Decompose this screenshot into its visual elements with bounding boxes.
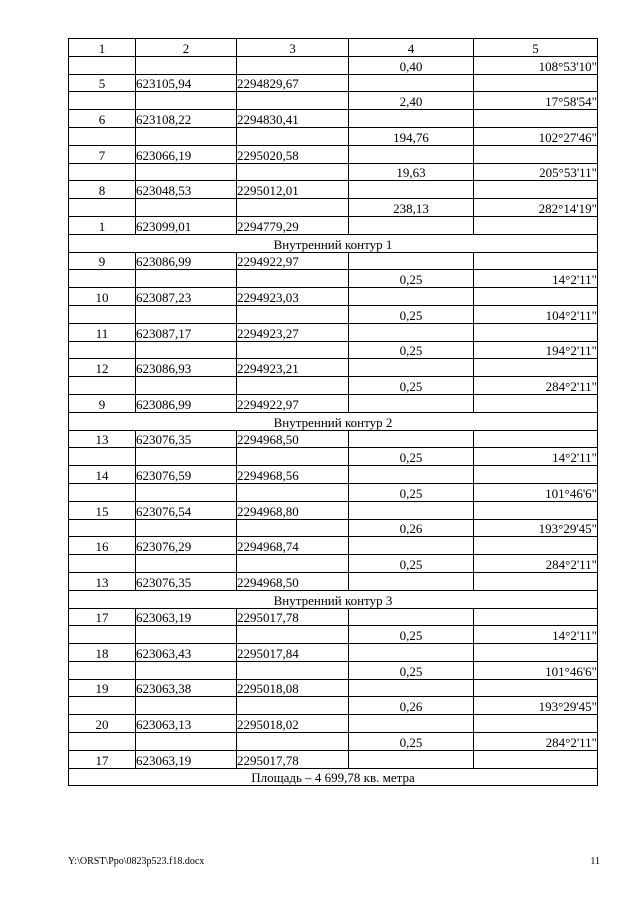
empty-cell xyxy=(474,359,598,377)
segment-angle: 193°29'45" xyxy=(474,519,598,537)
coord-x: 623063,19 xyxy=(136,608,237,626)
empty-cell xyxy=(474,537,598,555)
header-col-4: 4 xyxy=(349,39,474,57)
point-row xyxy=(69,181,598,199)
coord-x: 623086,93 xyxy=(136,359,237,377)
segment-distance: 0,25 xyxy=(349,341,474,359)
empty-cell xyxy=(136,555,237,573)
coord-x: 623076,35 xyxy=(136,572,237,590)
coord-x: 623086,99 xyxy=(136,394,237,412)
empty-cell xyxy=(349,430,474,448)
point-number: 13 xyxy=(69,430,136,448)
empty-cell xyxy=(69,697,136,715)
empty-cell xyxy=(69,270,136,288)
coord-y: 2295012,01 xyxy=(237,181,349,199)
point-number: 8 xyxy=(69,181,136,199)
coord-y: 2294779,29 xyxy=(237,216,349,234)
empty-cell xyxy=(136,92,237,110)
segment-row xyxy=(69,483,598,501)
coord-x: 623099,01 xyxy=(136,216,237,234)
coord-x: 623063,19 xyxy=(136,750,237,768)
empty-cell xyxy=(474,323,598,341)
empty-cell xyxy=(136,483,237,501)
segment-row xyxy=(69,341,598,359)
section-title-row xyxy=(69,412,598,430)
coord-x: 623105,94 xyxy=(136,74,237,92)
empty-cell xyxy=(349,74,474,92)
empty-cell xyxy=(474,110,598,128)
empty-cell xyxy=(349,216,474,234)
coord-y: 2294923,27 xyxy=(237,323,349,341)
segment-angle: 284°2'11" xyxy=(474,377,598,395)
empty-cell xyxy=(237,163,349,181)
empty-cell xyxy=(349,501,474,519)
empty-cell xyxy=(237,519,349,537)
segment-angle: 284°2'11" xyxy=(474,733,598,751)
segment-distance: 0,26 xyxy=(349,697,474,715)
coord-y: 2294922,97 xyxy=(237,252,349,270)
empty-cell xyxy=(237,733,349,751)
point-row xyxy=(69,572,598,590)
empty-cell xyxy=(474,572,598,590)
point-row xyxy=(69,74,598,92)
point-row xyxy=(69,252,598,270)
empty-cell xyxy=(349,394,474,412)
coord-y: 2294968,56 xyxy=(237,466,349,484)
coord-y: 2294968,80 xyxy=(237,501,349,519)
segment-angle: 194°2'11" xyxy=(474,341,598,359)
segment-angle: 104°2'11" xyxy=(474,305,598,323)
empty-cell xyxy=(69,661,136,679)
point-row xyxy=(69,110,598,128)
point-number: 17 xyxy=(69,608,136,626)
empty-cell xyxy=(349,110,474,128)
coord-x: 623076,35 xyxy=(136,430,237,448)
segment-distance: 0,26 xyxy=(349,519,474,537)
empty-cell xyxy=(237,127,349,145)
empty-cell xyxy=(474,74,598,92)
empty-cell xyxy=(349,466,474,484)
coord-x: 623063,38 xyxy=(136,679,237,697)
coord-x: 623063,13 xyxy=(136,715,237,733)
coord-x: 623076,54 xyxy=(136,501,237,519)
coord-y: 2295018,08 xyxy=(237,679,349,697)
segment-distance: 2,40 xyxy=(349,92,474,110)
segment-angle: 193°29'45" xyxy=(474,697,598,715)
point-row xyxy=(69,394,598,412)
point-row xyxy=(69,359,598,377)
segment-row xyxy=(69,697,598,715)
point-row xyxy=(69,537,598,555)
point-number: 14 xyxy=(69,466,136,484)
empty-cell xyxy=(474,715,598,733)
segment-row xyxy=(69,519,598,537)
segment-distance: 0,25 xyxy=(349,733,474,751)
empty-cell xyxy=(136,448,237,466)
empty-cell xyxy=(136,519,237,537)
coord-x: 623087,23 xyxy=(136,288,237,306)
coord-y: 2294968,50 xyxy=(237,430,349,448)
point-number: 15 xyxy=(69,501,136,519)
segment-angle: 101°46'6" xyxy=(474,483,598,501)
section-title: Площадь – 4 699,78 кв. метра xyxy=(69,768,598,786)
point-row xyxy=(69,466,598,484)
point-number: 12 xyxy=(69,359,136,377)
segment-angle: 102°27'46" xyxy=(474,127,598,145)
empty-cell xyxy=(474,430,598,448)
empty-cell xyxy=(69,127,136,145)
segment-distance: 194,76 xyxy=(349,127,474,145)
coord-x: 623076,59 xyxy=(136,466,237,484)
empty-cell xyxy=(136,127,237,145)
empty-cell xyxy=(237,199,349,217)
coord-y: 2295017,78 xyxy=(237,608,349,626)
empty-cell xyxy=(136,270,237,288)
empty-cell xyxy=(69,519,136,537)
segment-distance: 0,25 xyxy=(349,448,474,466)
point-number: 6 xyxy=(69,110,136,128)
empty-cell xyxy=(237,56,349,74)
point-number: 18 xyxy=(69,644,136,662)
point-number: 9 xyxy=(69,394,136,412)
empty-cell xyxy=(136,163,237,181)
empty-cell xyxy=(69,483,136,501)
empty-cell xyxy=(136,661,237,679)
empty-cell xyxy=(237,270,349,288)
empty-cell xyxy=(349,288,474,306)
empty-cell xyxy=(237,697,349,715)
empty-cell xyxy=(69,377,136,395)
segment-angle: 14°2'11" xyxy=(474,626,598,644)
point-row xyxy=(69,430,598,448)
empty-cell xyxy=(349,252,474,270)
point-row xyxy=(69,288,598,306)
segment-row xyxy=(69,92,598,110)
footer-file-path: Y:\ORST\Ppo\0823p523.f18.docx xyxy=(68,856,205,867)
section-title-row xyxy=(69,768,598,786)
segment-row xyxy=(69,733,598,751)
empty-cell xyxy=(474,145,598,163)
section-title: Внутренний контур 1 xyxy=(69,234,598,252)
point-row xyxy=(69,608,598,626)
coord-x: 623076,29 xyxy=(136,537,237,555)
empty-cell xyxy=(69,555,136,573)
point-row xyxy=(69,145,598,163)
coord-y: 2295020,58 xyxy=(237,145,349,163)
empty-cell xyxy=(474,608,598,626)
empty-cell xyxy=(69,199,136,217)
empty-cell xyxy=(237,555,349,573)
point-number: 1 xyxy=(69,216,136,234)
coord-y: 2294968,74 xyxy=(237,537,349,555)
segment-row xyxy=(69,56,598,74)
segment-distance: 0,25 xyxy=(349,555,474,573)
segment-angle: 14°2'11" xyxy=(474,448,598,466)
coord-x: 623086,99 xyxy=(136,252,237,270)
point-number: 16 xyxy=(69,537,136,555)
empty-cell xyxy=(136,697,237,715)
empty-cell xyxy=(349,537,474,555)
point-number: 13 xyxy=(69,572,136,590)
footer-page-number: 11 xyxy=(590,856,600,867)
empty-cell xyxy=(69,341,136,359)
point-row xyxy=(69,501,598,519)
empty-cell xyxy=(136,305,237,323)
point-row xyxy=(69,679,598,697)
point-row xyxy=(69,644,598,662)
empty-cell xyxy=(349,608,474,626)
empty-cell xyxy=(474,181,598,199)
section-title: Внутренний контур 2 xyxy=(69,412,598,430)
segment-row xyxy=(69,127,598,145)
empty-cell xyxy=(237,377,349,395)
empty-cell xyxy=(136,626,237,644)
segment-row xyxy=(69,377,598,395)
point-number: 11 xyxy=(69,323,136,341)
empty-cell xyxy=(69,448,136,466)
empty-cell xyxy=(474,216,598,234)
empty-cell xyxy=(474,252,598,270)
segment-angle: 205°53'11" xyxy=(474,163,598,181)
coord-x: 623048,53 xyxy=(136,181,237,199)
empty-cell xyxy=(474,501,598,519)
empty-cell xyxy=(474,288,598,306)
segment-angle: 108°53'10" xyxy=(474,56,598,74)
empty-cell xyxy=(237,483,349,501)
segment-row xyxy=(69,448,598,466)
empty-cell xyxy=(136,733,237,751)
coord-x: 623108,22 xyxy=(136,110,237,128)
empty-cell xyxy=(237,448,349,466)
coord-y: 2294829,67 xyxy=(237,74,349,92)
empty-cell xyxy=(237,341,349,359)
section-title-row xyxy=(69,234,598,252)
segment-angle: 14°2'11" xyxy=(474,270,598,288)
empty-cell xyxy=(69,626,136,644)
segment-row xyxy=(69,555,598,573)
segment-distance: 19,63 xyxy=(349,163,474,181)
point-number: 17 xyxy=(69,750,136,768)
segment-row xyxy=(69,163,598,181)
table-header-row xyxy=(69,39,598,57)
point-number: 10 xyxy=(69,288,136,306)
coord-y: 2295017,78 xyxy=(237,750,349,768)
coord-y: 2294923,21 xyxy=(237,359,349,377)
empty-cell xyxy=(237,305,349,323)
coord-y: 2294922,97 xyxy=(237,394,349,412)
segment-row xyxy=(69,199,598,217)
point-row xyxy=(69,715,598,733)
segment-distance: 0,25 xyxy=(349,377,474,395)
segment-distance: 0,25 xyxy=(349,305,474,323)
empty-cell xyxy=(237,626,349,644)
segment-row xyxy=(69,626,598,644)
segment-angle: 17°58'54" xyxy=(474,92,598,110)
empty-cell xyxy=(349,145,474,163)
coord-x: 623063,43 xyxy=(136,644,237,662)
empty-cell xyxy=(136,199,237,217)
coord-y: 2294830,41 xyxy=(237,110,349,128)
header-col-3: 3 xyxy=(237,39,349,57)
header-col-1: 1 xyxy=(69,39,136,57)
empty-cell xyxy=(69,733,136,751)
segment-distance: 238,13 xyxy=(349,199,474,217)
empty-cell xyxy=(349,750,474,768)
empty-cell xyxy=(349,181,474,199)
empty-cell xyxy=(136,341,237,359)
empty-cell xyxy=(474,679,598,697)
segment-distance: 0,25 xyxy=(349,270,474,288)
section-title-row xyxy=(69,590,598,608)
coord-x: 623066,19 xyxy=(136,145,237,163)
point-row xyxy=(69,750,598,768)
point-number: 5 xyxy=(69,74,136,92)
segment-distance: 0,25 xyxy=(349,626,474,644)
empty-cell xyxy=(69,305,136,323)
empty-cell xyxy=(136,377,237,395)
coord-y: 2294968,50 xyxy=(237,572,349,590)
segment-row xyxy=(69,270,598,288)
segment-row xyxy=(69,305,598,323)
empty-cell xyxy=(349,359,474,377)
empty-cell xyxy=(349,323,474,341)
coordinates-table-body xyxy=(69,39,598,786)
section-title: Внутренний контур 3 xyxy=(69,590,598,608)
point-number: 7 xyxy=(69,145,136,163)
empty-cell xyxy=(349,572,474,590)
segment-angle: 282°14'19" xyxy=(474,199,598,217)
coord-y: 2295017,84 xyxy=(237,644,349,662)
coord-y: 2295018,02 xyxy=(237,715,349,733)
empty-cell xyxy=(237,92,349,110)
point-number: 9 xyxy=(69,252,136,270)
point-number: 20 xyxy=(69,715,136,733)
coord-y: 2294923,03 xyxy=(237,288,349,306)
empty-cell xyxy=(474,644,598,662)
segment-angle: 101°46'6" xyxy=(474,661,598,679)
segment-row xyxy=(69,661,598,679)
empty-cell xyxy=(474,466,598,484)
header-col-2: 2 xyxy=(136,39,237,57)
segment-distance: 0,25 xyxy=(349,483,474,501)
coord-x: 623087,17 xyxy=(136,323,237,341)
point-row xyxy=(69,216,598,234)
empty-cell xyxy=(349,679,474,697)
empty-cell xyxy=(69,92,136,110)
empty-cell xyxy=(349,644,474,662)
empty-cell xyxy=(69,163,136,181)
point-row xyxy=(69,323,598,341)
empty-cell xyxy=(474,750,598,768)
segment-distance: 0,25 xyxy=(349,661,474,679)
empty-cell xyxy=(349,715,474,733)
empty-cell xyxy=(474,394,598,412)
segment-angle: 284°2'11" xyxy=(474,555,598,573)
coordinates-table xyxy=(68,38,598,786)
empty-cell xyxy=(69,56,136,74)
empty-cell xyxy=(237,661,349,679)
empty-cell xyxy=(136,56,237,74)
point-number: 19 xyxy=(69,679,136,697)
segment-distance: 0,40 xyxy=(349,56,474,74)
header-col-5: 5 xyxy=(474,39,598,57)
